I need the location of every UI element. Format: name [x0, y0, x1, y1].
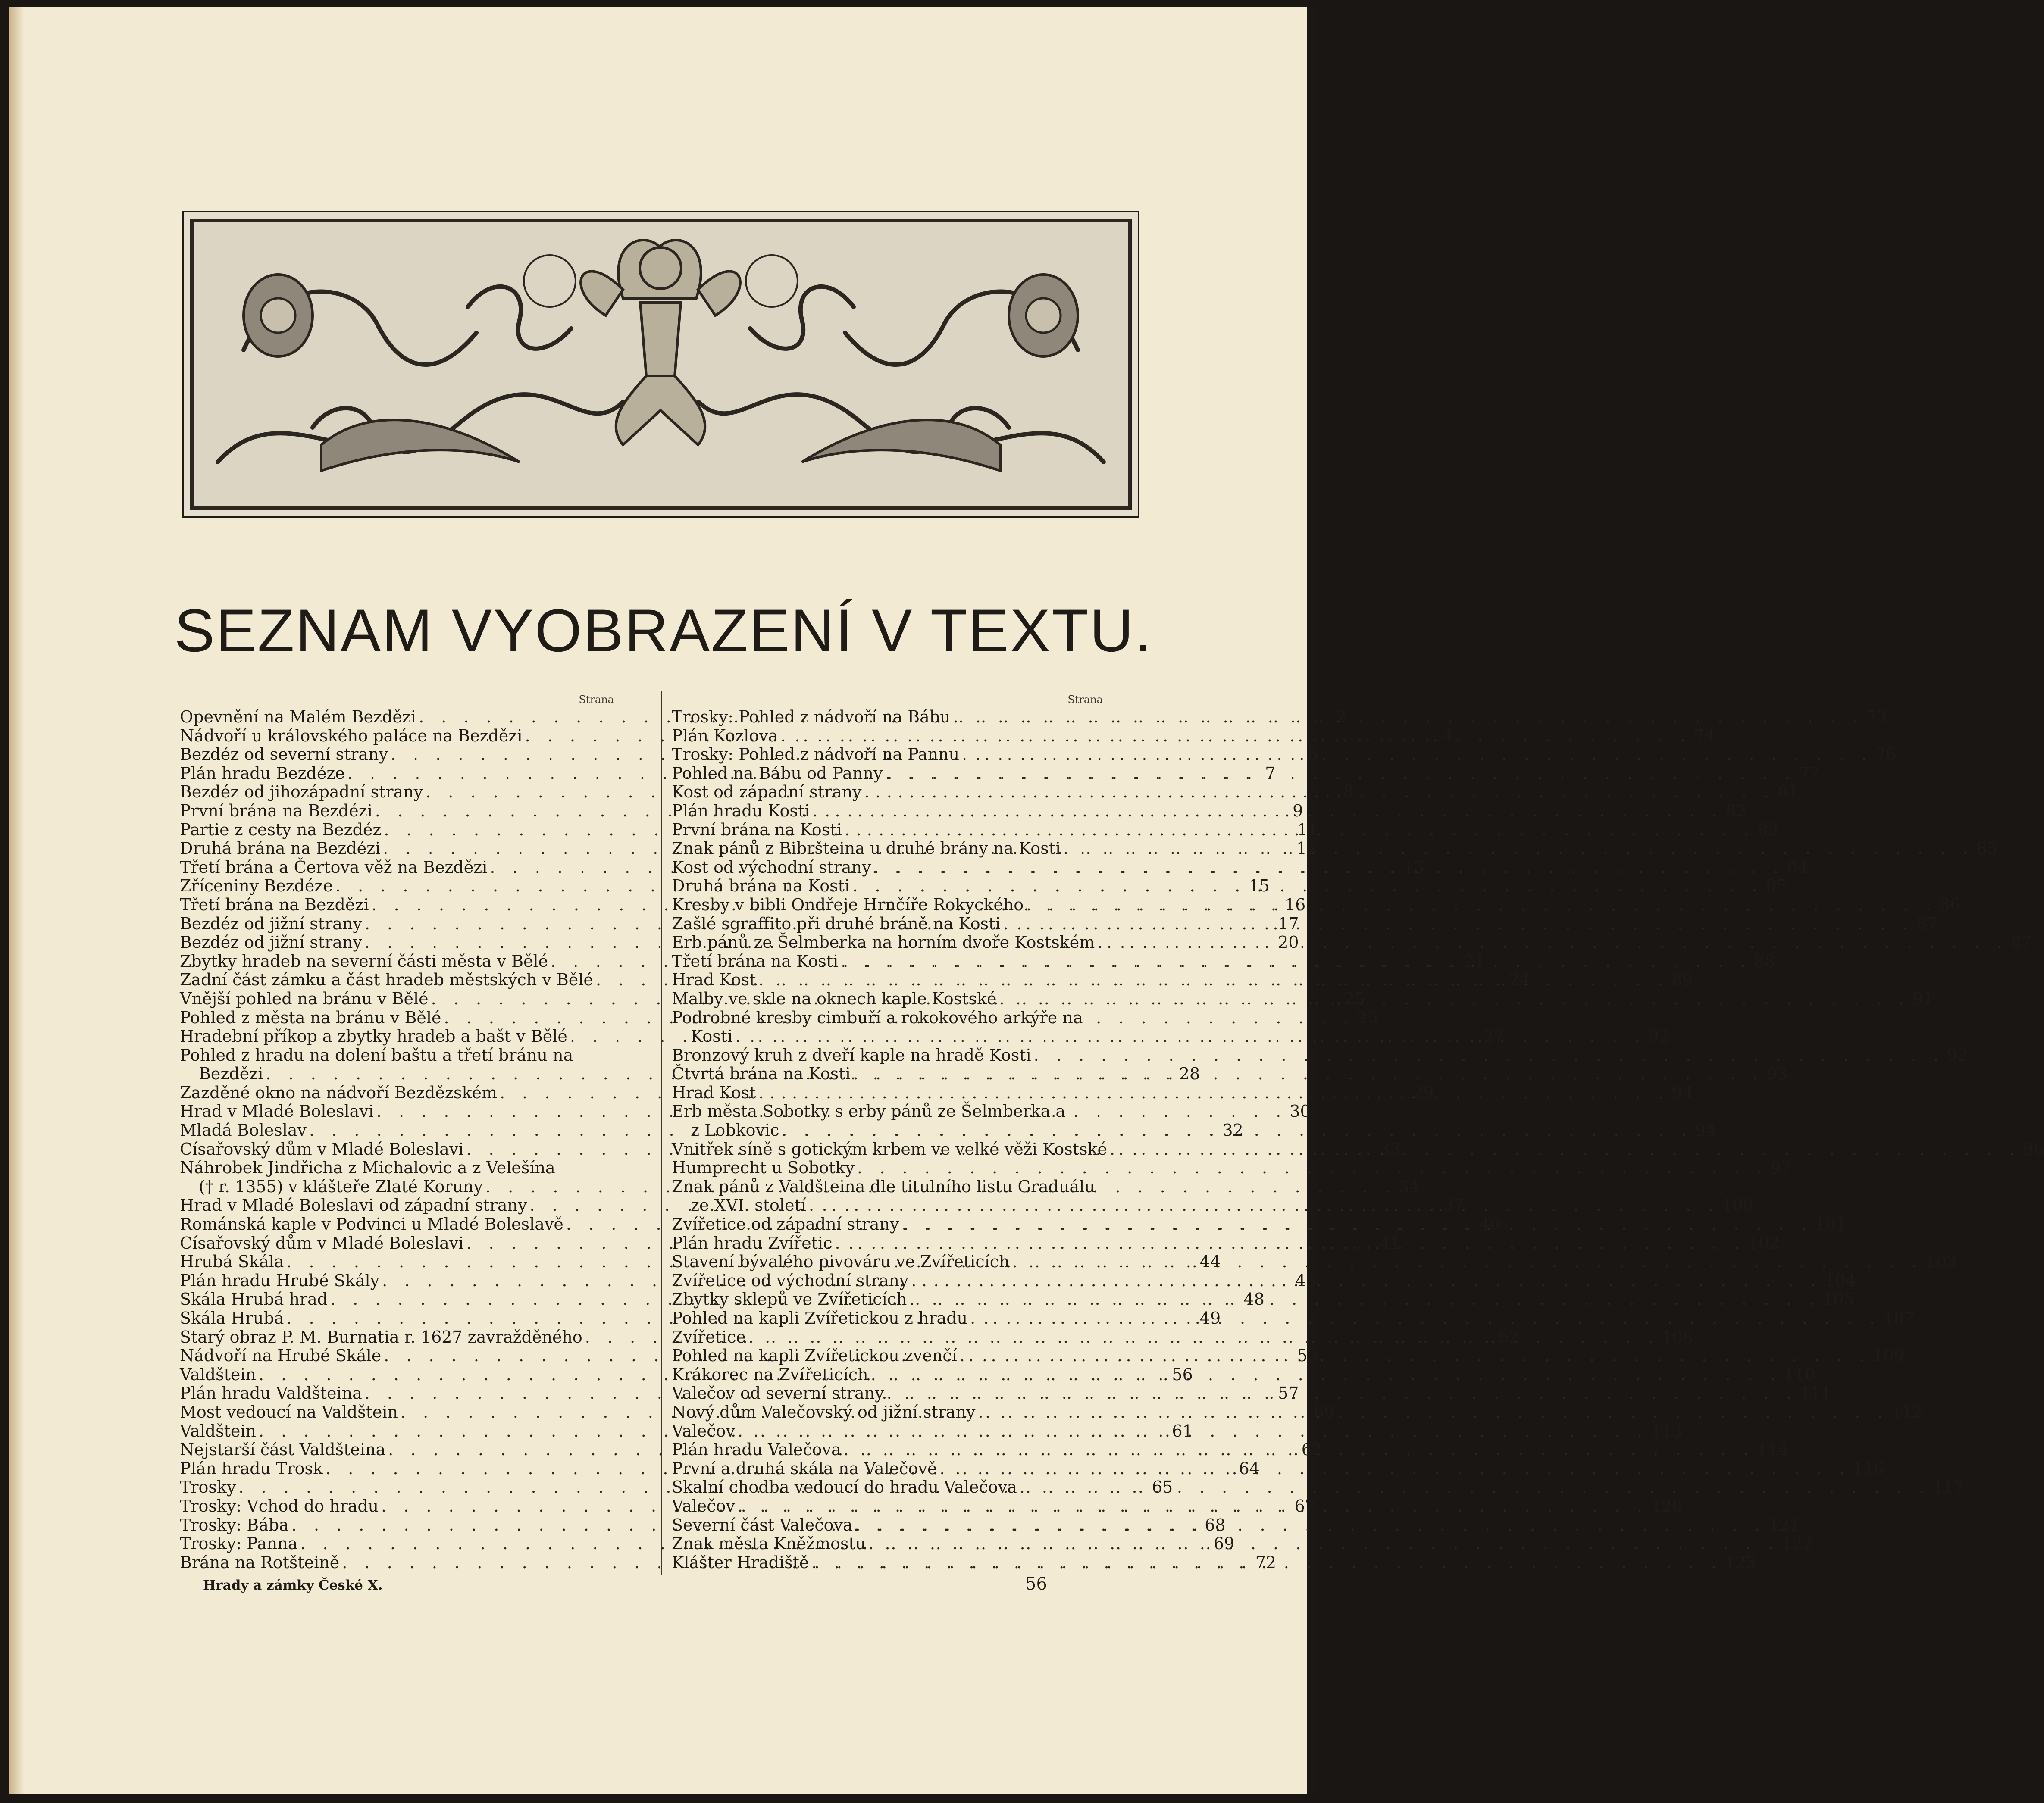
- leader-dots: [738, 1422, 1648, 1441]
- entry-page-number: 72: [1255, 1553, 1277, 1572]
- entry-title: Malby ve skle na oknech kaple Kostské: [672, 989, 997, 1008]
- entry-title: Valečov od severní strany: [672, 1384, 884, 1403]
- right-column-header: Strana: [1067, 694, 1103, 706]
- leader-dots: [960, 1347, 1870, 1366]
- entry-title: Trosky: Vchod do hradu: [180, 1496, 379, 1516]
- entry-page-number: 112: [1891, 1402, 1923, 1422]
- leader-dots: [885, 764, 1796, 783]
- entry-title: Skalní chodba vedoucí do hradu Valečova: [672, 1478, 1017, 1497]
- entry-page-number: 123: [1725, 1553, 1756, 1572]
- entry-title: Plán hradu Hrubé Skály: [180, 1271, 380, 1290]
- entry-title: Zazděné okno na nádvoří Bezdězském: [180, 1083, 497, 1102]
- entry-page-number: 97: [1770, 1158, 1791, 1178]
- entry-page-number: 103: [1925, 1252, 1957, 1272]
- entry-page-number: 28: [1179, 1064, 1200, 1084]
- entry-page-number: 2: [1336, 707, 1347, 726]
- entry-title: Třetí brána na Kosti: [672, 951, 839, 971]
- entry-title: Erb pánů ze Šelmberka na horním dvoře Kostském: [672, 933, 1095, 952]
- leader-dots: [970, 1309, 1881, 1328]
- entry-title: Hrad Kost: [672, 1083, 756, 1102]
- ornament-illustration: [192, 221, 1130, 508]
- entry-title: První a druhá skála na Valečově: [672, 1459, 937, 1478]
- entry-page-number: 56: [1172, 1365, 1193, 1384]
- entry-page-number: 32: [1222, 1121, 1243, 1140]
- entry-title: Bezdězi: [199, 1064, 263, 1084]
- entry-title: Druhá brána na Bezdézi: [180, 839, 381, 858]
- entry-title: První brána na Kosti: [672, 820, 842, 839]
- leader-dots: [999, 990, 1910, 1009]
- index-entry: [672, 1158, 1791, 1178]
- entry-page-number: 105: [1822, 1290, 1854, 1309]
- entry-page-number: 49: [1199, 1309, 1221, 1328]
- entry-title: Zříceniny Bezdéze: [180, 876, 333, 896]
- entry-page-number: 17: [1278, 914, 1299, 933]
- entry-title: Třetí brána a Čertova věž na Bezdězi: [180, 857, 488, 877]
- entry-page-number: 11: [1297, 820, 1318, 839]
- entry-page-number: 25: [1344, 989, 1365, 1008]
- entry-title: Pohled z hradu na dolení baštu a třetí bránu na: [180, 1045, 573, 1065]
- entry-page-number: 73: [1866, 707, 1887, 726]
- entry-page-number: 87: [1916, 914, 1938, 933]
- ornamental-header-vignette: [190, 219, 1132, 510]
- entry-title: Erb města Sobotky s erby pánů ze Šelmberka a: [672, 1102, 1066, 1121]
- leader-dots: [1110, 1140, 2020, 1159]
- entry-page-number: 74: [1693, 726, 1715, 745]
- entry-page-number: 33: [1379, 1139, 1401, 1159]
- entry-title: Valečov: [672, 1496, 735, 1516]
- entry-page-number: 113: [1651, 1421, 1682, 1441]
- leader-dots: [1034, 1046, 1944, 1065]
- leader-dots: [857, 1159, 1768, 1178]
- entry-title: Trosky: [180, 1478, 236, 1497]
- index-entry: [672, 763, 1820, 783]
- entry-title: Bezdéz od jihozápadní strany: [180, 782, 423, 802]
- index-entry: [180, 1046, 614, 1065]
- entry-page-number: 45: [1295, 1271, 1316, 1290]
- entry-page-number: 4: [1442, 726, 1453, 745]
- entry-page-number: 41: [1379, 1233, 1401, 1253]
- index-entry: [672, 1178, 1103, 1197]
- leader-dots: [962, 745, 1872, 764]
- entry-title: Hrad v Mladé Boleslavi od západní strany: [180, 1196, 527, 1215]
- entry-title: Starý obraz P. M. Burnatia r. 1627 zavražděného: [180, 1327, 582, 1347]
- entry-page-number: 89: [1672, 970, 1693, 990]
- entry-title: Opevnění na Malém Bezdězi: [180, 707, 416, 726]
- entry-title: Most vedoucí na Valdštein: [180, 1402, 398, 1422]
- index-entry: [672, 707, 1887, 727]
- entry-page-number: 102: [1748, 1233, 1780, 1253]
- entry-title: Vnější pohled na bránu v Bělé: [180, 989, 429, 1008]
- entry-title: Podrobné kresby cimbuří a rokokového arkýře na: [672, 1008, 1083, 1027]
- leader-dots: [780, 727, 1691, 746]
- entry-title: Zašlé sgraffito při druhé bráně na Kosti: [672, 914, 1001, 933]
- entry-title: Románská kaple v Podvinci u Mladé Boleslavě: [180, 1215, 563, 1234]
- book-spine-shadow: [9, 7, 24, 1794]
- entry-page-number: 5: [1308, 745, 1319, 764]
- entry-title: Skála Hrubá: [180, 1309, 284, 1328]
- page-title: SEZNAM VYOBRAZENÍ V TEXTU.: [174, 597, 1153, 664]
- entry-title: Zbytky sklepů ve Zvířeticích: [672, 1290, 907, 1309]
- entry-page-number: 65: [1152, 1478, 1173, 1497]
- entry-title: Pohled na kapli Zvířetickou z hradu: [672, 1309, 968, 1328]
- entry-page-number: 86: [1939, 895, 1960, 914]
- entry-title: Klášter Hradiště: [672, 1553, 809, 1572]
- entry-title: Plán Kozlova: [672, 726, 778, 745]
- entry-page-number: 120: [1651, 1496, 1682, 1516]
- entry-title: Hrad v Mladé Boleslavi: [180, 1102, 374, 1121]
- entry-title: Valdštein: [180, 1421, 256, 1441]
- entry-page-number: 92: [1947, 1045, 1968, 1065]
- entry-title: Plán hradu Valečova: [672, 1440, 841, 1459]
- entry-page-number: 53: [1297, 1346, 1318, 1366]
- entry-title: Trosky: Bába: [180, 1515, 289, 1534]
- leader-dots: [939, 1459, 1850, 1478]
- index-entry: [672, 1045, 1968, 1065]
- leader-dots: [853, 1065, 1764, 1084]
- leader-dots: [909, 1290, 1820, 1309]
- entry-title: Plán hradu Valdšteina: [180, 1384, 362, 1403]
- index-entry: [672, 801, 1747, 821]
- entry-page-number: 77: [1798, 763, 1820, 783]
- entry-page-number: 68: [1205, 1515, 1226, 1534]
- entry-title: Náhrobek Jindřicha z Michalovic a z Velešína: [180, 1158, 555, 1178]
- entry-page-number: 109: [1873, 1346, 1904, 1366]
- entry-page-number: 107: [1883, 1309, 1915, 1328]
- entry-title: Nejstarší část Valdšteina: [180, 1440, 386, 1459]
- index-entry: [672, 1009, 1103, 1028]
- entry-page-number: 61: [1172, 1421, 1193, 1441]
- entry-title: Čtvrtá brána na Kosti: [672, 1064, 851, 1084]
- entry-page-number: 9: [1293, 801, 1303, 820]
- page-number: 56: [1025, 1574, 1047, 1594]
- entry-title: Zvířetice od východní strany: [672, 1271, 909, 1290]
- entry-title: Zadní část zámku a část hradeb městských v Bělé: [180, 970, 593, 990]
- leader-dots: [1003, 915, 1914, 934]
- entry-title: Pohled na kapli Zvířetickou zvenčí: [672, 1346, 957, 1366]
- entry-page-number: 48: [1243, 1290, 1265, 1309]
- leader-dots: [835, 1234, 1746, 1253]
- entry-title: Krákorec na Zvířeticích: [672, 1365, 868, 1384]
- index-entry: [672, 1102, 1103, 1121]
- leader-dots: [735, 1027, 1646, 1046]
- entry-title: Znak města Kněžmostu: [672, 1534, 866, 1553]
- entry-title: z Lobkovic: [691, 1121, 779, 1140]
- entry-title: Plán hradu Zvířetic: [672, 1233, 833, 1253]
- index-entry: [672, 745, 1896, 764]
- entry-page-number: 83: [1758, 820, 1779, 839]
- entry-title: Trosky: Panna: [180, 1534, 298, 1553]
- left-column-header: Strana: [579, 694, 614, 706]
- entry-title: Znak pánů z Bibršteina u druhé brány na Kosti: [672, 839, 1061, 858]
- entry-title: Zbytky hradeb na severní části města v Bělé: [180, 951, 548, 971]
- leader-dots: [871, 1366, 1781, 1384]
- printer-signature: Hrady a zámky České X.: [203, 1578, 383, 1593]
- entry-page-number: 64: [1239, 1459, 1260, 1478]
- leader-dots: [1097, 933, 2008, 952]
- entry-page-number: 114: [1757, 1440, 1788, 1459]
- leader-dots: [852, 877, 1763, 896]
- leader-dots: [864, 783, 1775, 802]
- document-page: [9, 7, 2044, 1794]
- leader-dots: [782, 1121, 1692, 1140]
- entry-page-number: 57: [1278, 1384, 1299, 1403]
- leader-dots: [901, 1215, 1812, 1234]
- entry-title: Humprecht u Sobotky: [672, 1158, 855, 1178]
- entry-title: Plán hradu Bezdéze: [180, 763, 345, 783]
- leader-dots: [812, 802, 1723, 821]
- entry-page-number: 34: [1399, 1177, 1420, 1196]
- entry-page-number: 67: [1294, 1496, 1315, 1516]
- entry-page-number: 83: [1976, 839, 1997, 858]
- entry-page-number: 62: [1301, 1440, 1323, 1459]
- entry-page-number: 13: [1403, 857, 1424, 877]
- entry-title: Partie z cesty na Bezdéz: [180, 820, 382, 839]
- entry-page-number: 100: [1722, 1196, 1753, 1215]
- leader-dots: [844, 1441, 1754, 1459]
- entry-page-number: 52: [1498, 1327, 1519, 1347]
- entry-title: Nádvoří u královského paláce na Bezdězi: [180, 726, 523, 745]
- entry-title: Stavení bývalého pivováru ve Zvířeticích: [672, 1252, 1010, 1272]
- leader-dots: [887, 1384, 1797, 1403]
- entry-title: Nádvoří na Hrubé Skále: [180, 1346, 382, 1366]
- entry-title: Valečov: [672, 1421, 735, 1441]
- entry-title: Brána na Rotšteině: [180, 1553, 340, 1572]
- entry-title: Bezdéz od jižní strany: [180, 933, 362, 952]
- entry-page-number: 110: [1784, 1365, 1815, 1384]
- entry-title: Bezdéz od severní strany: [180, 745, 388, 764]
- entry-page-number: 30: [1290, 1102, 1311, 1121]
- entry-page-number: 96: [2023, 1139, 2044, 1159]
- entry-page-number: 37: [1443, 1196, 1464, 1215]
- leader-dots: [911, 1272, 1822, 1291]
- entry-page-number: 20: [1278, 933, 1299, 952]
- entry-title: Znak pánů z Valdšteina dle titulního listu Graduálu: [672, 1177, 1095, 1196]
- entry-page-number: 60: [1314, 1402, 1335, 1422]
- entry-title: Trosky: Pohled z nádvoří na Bábu: [672, 707, 951, 726]
- leader-dots: [758, 1084, 1669, 1103]
- index-entry: [672, 726, 1715, 746]
- entry-page-number: 27: [1483, 1027, 1504, 1046]
- entry-title: Kresby v bibli Ondřeje Hrnčíře Rokyckého: [672, 895, 1024, 914]
- entry-title: Zvířetice: [672, 1327, 746, 1347]
- entry-page-number: 24: [1509, 970, 1530, 990]
- entry-page-number: 69: [1213, 1534, 1235, 1553]
- entry-page-number: 84: [1787, 857, 1808, 877]
- leader-dots: [811, 1553, 1722, 1572]
- entry-title: Kosti: [691, 1027, 733, 1046]
- leader-dots: [874, 858, 1784, 877]
- entry-page-number: 93: [1766, 1064, 1787, 1084]
- entry-title: Kost od západní strany: [672, 782, 862, 802]
- entry-page-number: 76: [1875, 745, 1896, 764]
- entry-page-number: 91: [1912, 989, 1934, 1008]
- leader-dots: [841, 952, 1751, 971]
- entry-page-number: 82: [1725, 801, 1747, 820]
- entry-page-number: 92: [1648, 1027, 1669, 1046]
- entry-page-number: 15: [1249, 876, 1270, 896]
- entry-page-number: 16: [1284, 895, 1306, 914]
- leader-dots: [738, 1497, 1648, 1516]
- entry-page-number: 81: [1778, 782, 1799, 802]
- entry-title: Trosky: Pohled z nádvoří na Pannu: [672, 745, 960, 764]
- entry-title: Kost od východní strany: [672, 857, 871, 877]
- leader-dots: [868, 1534, 1779, 1553]
- entry-title: Hrubá Skála: [180, 1252, 284, 1272]
- entry-title: Zvířetice od západní strany: [672, 1215, 899, 1234]
- column-divider: [661, 691, 662, 1575]
- entry-title: Skála Hrubá hrad: [180, 1290, 328, 1309]
- index-entry: [672, 782, 1799, 802]
- leader-dots: [1012, 1253, 1923, 1272]
- entry-page-number: 85: [1765, 876, 1787, 896]
- entry-title: Vnitřek síně s gotickým krbem ve velké věži Kostské: [672, 1139, 1107, 1159]
- entry-title: Plán hradu Kosti: [672, 801, 810, 820]
- entry-page-number: 122: [1781, 1534, 1813, 1553]
- entry-title: První brána na Bezdézi: [180, 801, 372, 820]
- entry-title: Druhá brána na Kosti: [672, 876, 850, 896]
- leader-dots: [1026, 896, 1937, 915]
- entry-title: Třetí brána na Bezdězi: [180, 895, 369, 914]
- leader-dots: [1063, 839, 1974, 858]
- leader-dots: [748, 1328, 1659, 1347]
- entry-page-number: 108: [1662, 1327, 1693, 1347]
- entry-page-number: 12: [1296, 839, 1318, 858]
- leader-dots: [978, 1403, 1888, 1422]
- entry-page-number: 44: [1199, 1252, 1221, 1272]
- entry-title: Císařovský dům v Mladé Boleslavi: [180, 1233, 464, 1253]
- leader-dots: [758, 971, 1669, 990]
- entry-page-number: 87: [2010, 933, 2032, 952]
- entry-page-number: 94: [1672, 1083, 1693, 1102]
- entry-page-number: 104: [1824, 1271, 1856, 1290]
- entry-page-number: 40: [1479, 1215, 1500, 1234]
- index-entry: [180, 1159, 614, 1178]
- entry-title: († r. 1355) v klášteře Zlaté Koruny: [199, 1177, 483, 1196]
- entry-title: Plán hradu Trosk: [180, 1459, 323, 1478]
- entry-title: Nový dům Valečovský od jižní strany: [672, 1402, 976, 1422]
- entry-page-number: 88: [1754, 951, 1775, 971]
- entry-page-number: 25: [1357, 1008, 1378, 1027]
- entry-page-number: 101: [1815, 1215, 1847, 1234]
- entry-title: Císařovský dům v Mladé Boleslavi: [180, 1139, 464, 1159]
- entry-page-number: 94: [1695, 1121, 1716, 1140]
- entry-page-number: 117: [1933, 1478, 1964, 1497]
- entry-page-number: 121: [1769, 1515, 1800, 1534]
- leader-dots: [855, 1516, 1766, 1535]
- entry-page-number: 111: [1800, 1384, 1831, 1403]
- entry-title: Hradební příkop a zbytky hradeb a bašt v Bělé: [180, 1027, 567, 1046]
- entry-title: Severní část Valečova: [672, 1515, 853, 1534]
- entry-title: Mladá Boleslav: [180, 1121, 307, 1140]
- entry-title: Valdštein: [180, 1365, 256, 1384]
- entry-title: Pohled z města na bránu v Bělé: [180, 1008, 441, 1027]
- entry-title: ze XVI. století: [691, 1196, 806, 1215]
- entry-page-number: 21: [1464, 951, 1485, 971]
- entry-page-number: 8: [1343, 782, 1354, 802]
- entry-page-number: 116: [1853, 1459, 1884, 1478]
- leader-dots: [953, 708, 1864, 727]
- entry-title: Pohled na Bábu od Panny: [672, 763, 883, 783]
- leader-dots: [845, 821, 1755, 840]
- entry-title: Hrad Kost: [672, 970, 756, 990]
- entry-page-number: 7: [1265, 763, 1276, 783]
- entry-title: Bronzový kruh z dveří kaple na hradě Kosti: [672, 1045, 1031, 1065]
- entry-page-number: 29: [1413, 1083, 1434, 1102]
- entry-title: Bezdéz od jižní strany: [180, 914, 362, 933]
- leader-dots: [809, 1196, 1719, 1215]
- leader-dots: [1020, 1478, 1930, 1497]
